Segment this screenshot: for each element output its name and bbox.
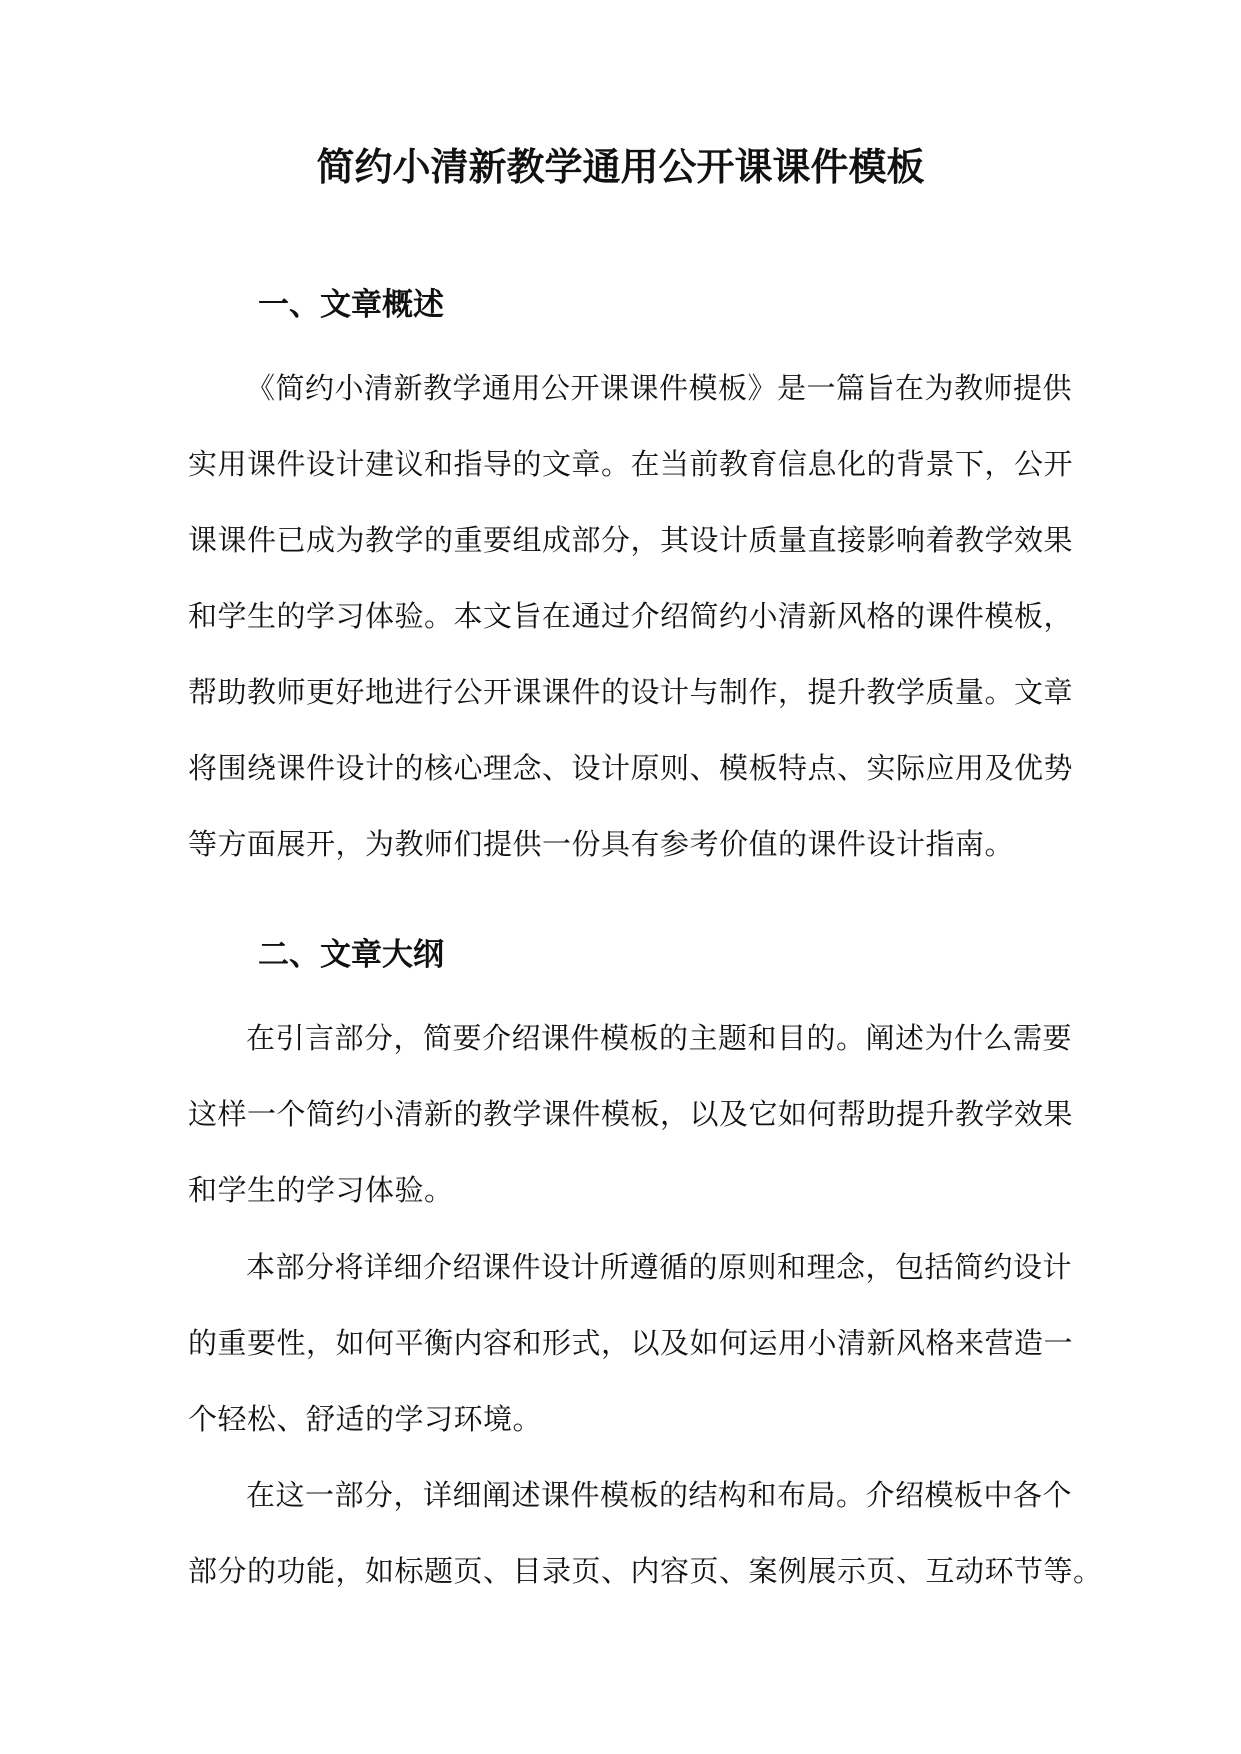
paragraph-line: 在这一部分，详细阐述课件模板的结构和布局。介绍模板中各个 (246, 1478, 1073, 1512)
paragraph-line: 将围绕课件设计的核心理念、设计原则、模板特点、实际应用及优势 (188, 751, 1074, 785)
paragraph-line: 课课件已成为教学的重要组成部分，其设计质量直接影响着教学效果 (188, 523, 1074, 557)
paragraph-line: 和学生的学习体验。 (188, 1173, 454, 1207)
overview-paragraph (188, 350, 1074, 882)
paragraph-line: 实用课件设计建议和指导的文章。在当前教育信息化的背景下，公开 (188, 447, 1074, 481)
paragraph-line: 帮助教师更好地进行公开课课件的设计与制作，提升教学质量。文章 (188, 675, 1074, 709)
outline-paragraph-principles (188, 1229, 1074, 1457)
paragraph-line: 在引言部分，简要介绍课件模板的主题和目的。阐述为什么需要 (246, 1021, 1073, 1055)
paragraph-line: 这样一个简约小清新的教学课件模板，以及它如何帮助提升教学效果 (188, 1097, 1074, 1131)
paragraph-line: 《简约小清新教学通用公开课课件模板》是一篇旨在为教师提供 (246, 371, 1073, 405)
outline-paragraph-structure (188, 1457, 1103, 1609)
paragraph-line: 个轻松、舒适的学习环境。 (188, 1402, 543, 1436)
outline-paragraph-intro (188, 1000, 1074, 1228)
paragraph-line: 和学生的学习体验。本文旨在通过介绍简约小清新风格的课件模板， (188, 599, 1074, 633)
section-heading-overview: 一、文章概述 (258, 287, 444, 323)
paragraph-line: 部分的功能，如标题页、目录页、内容页、案例展示页、互动环节等。 (188, 1554, 1103, 1588)
paragraph-line: 的重要性，如何平衡内容和形式，以及如何运用小清新风格来营造一 (188, 1326, 1074, 1360)
paragraph-line: 本部分将详细介绍课件设计所遵循的原则和理念，包括简约设计 (246, 1250, 1073, 1284)
section-heading-outline: 二、文章大纲 (258, 937, 444, 973)
paragraph-line: 等方面展开，为教师们提供一份具有参考价值的课件设计指南。 (188, 827, 1015, 861)
document-title: 简约小清新教学通用公开课课件模板 (316, 144, 925, 189)
